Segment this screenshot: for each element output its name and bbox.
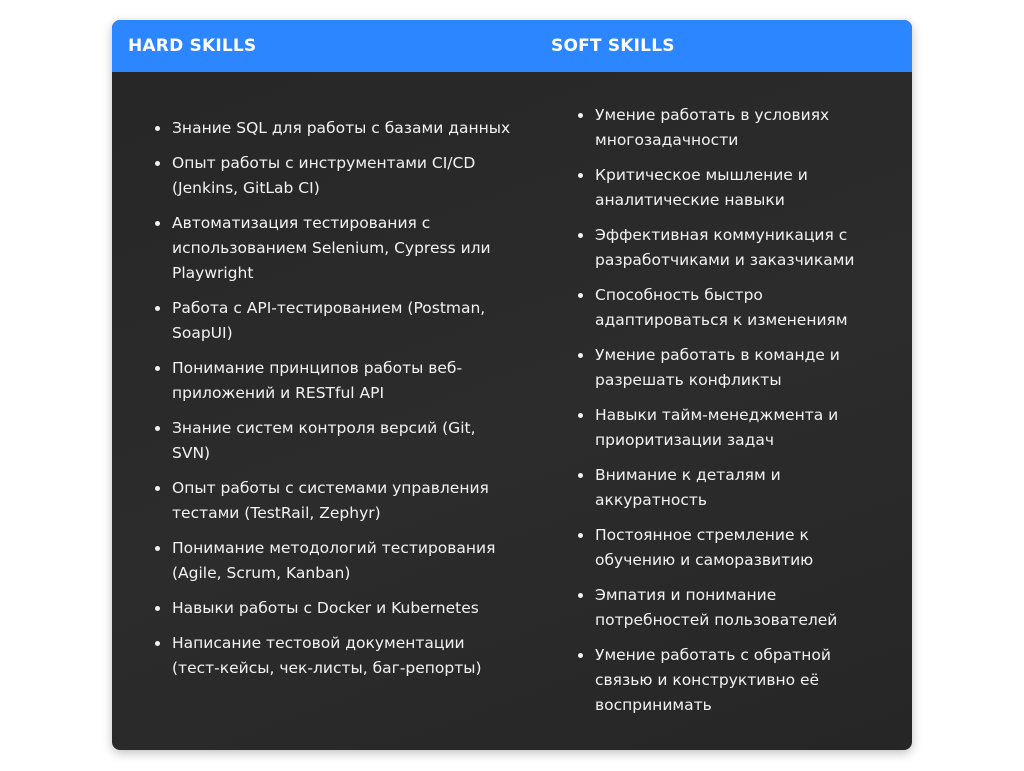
hard-skills-title: HARD SKILLS	[128, 36, 257, 56]
soft-skill-item: Способность быстро адаптироваться к изменениям	[595, 283, 880, 333]
hard-skill-item: Навыки работы с Docker и Kubernetes	[172, 596, 512, 621]
hard-skill-item: Понимание методологий тестирования (Agile, Scrum, Kanban)	[172, 536, 512, 586]
soft-skills-title: SOFT SKILLS	[551, 36, 675, 56]
skills-card	[112, 20, 912, 750]
hard-skill-item: Знание систем контроля версий (Git, SVN)	[172, 416, 512, 466]
hard-skill-item: Знание SQL для работы с базами данных	[172, 116, 512, 141]
hard-skill-item: Работа с API-тестированием (Postman, SoapUI)	[172, 296, 512, 346]
soft-skills-list	[595, 103, 912, 718]
hard-skill-item: Понимание принципов работы веб-приложений и RESTful API	[172, 356, 512, 406]
soft-skill-item: Внимание к деталям и аккуратность	[595, 463, 880, 513]
soft-skill-item: Навыки тайм-менеджмента и приоритизации задач	[595, 403, 880, 453]
soft-skill-item: Постоянное стремление к обучению и саморазвитию	[595, 523, 880, 573]
skills-header	[112, 20, 912, 72]
hard-skills-list	[172, 116, 512, 681]
soft-skill-item: Умение работать в условиях многозадачности	[595, 103, 880, 153]
hard-skills-column	[172, 116, 512, 691]
hard-skill-item: Опыт работы с системами управления тестами (TestRail, Zephyr)	[172, 476, 512, 526]
soft-skill-item: Умение работать в команде и разрешать конфликты	[595, 343, 880, 393]
soft-skill-item: Умение работать с обратной связью и конструктивно её воспринимать	[595, 643, 880, 718]
soft-skill-item: Эмпатия и понимание потребностей пользователей	[595, 583, 880, 633]
hard-skill-item: Опыт работы с инструментами CI/CD (Jenkins, GitLab CI)	[172, 151, 512, 201]
soft-skill-item: Критическое мышление и аналитические навыки	[595, 163, 880, 213]
soft-skills-column	[595, 103, 912, 728]
soft-skill-item: Эффективная коммуникация с разработчиками и заказчиками	[595, 223, 880, 273]
hard-skill-item: Написание тестовой документации (тест-кейсы, чек-листы, баг-репорты)	[172, 631, 512, 681]
hard-skill-item: Автоматизация тестирования с использованием Selenium, Cypress или Playwright	[172, 211, 512, 286]
